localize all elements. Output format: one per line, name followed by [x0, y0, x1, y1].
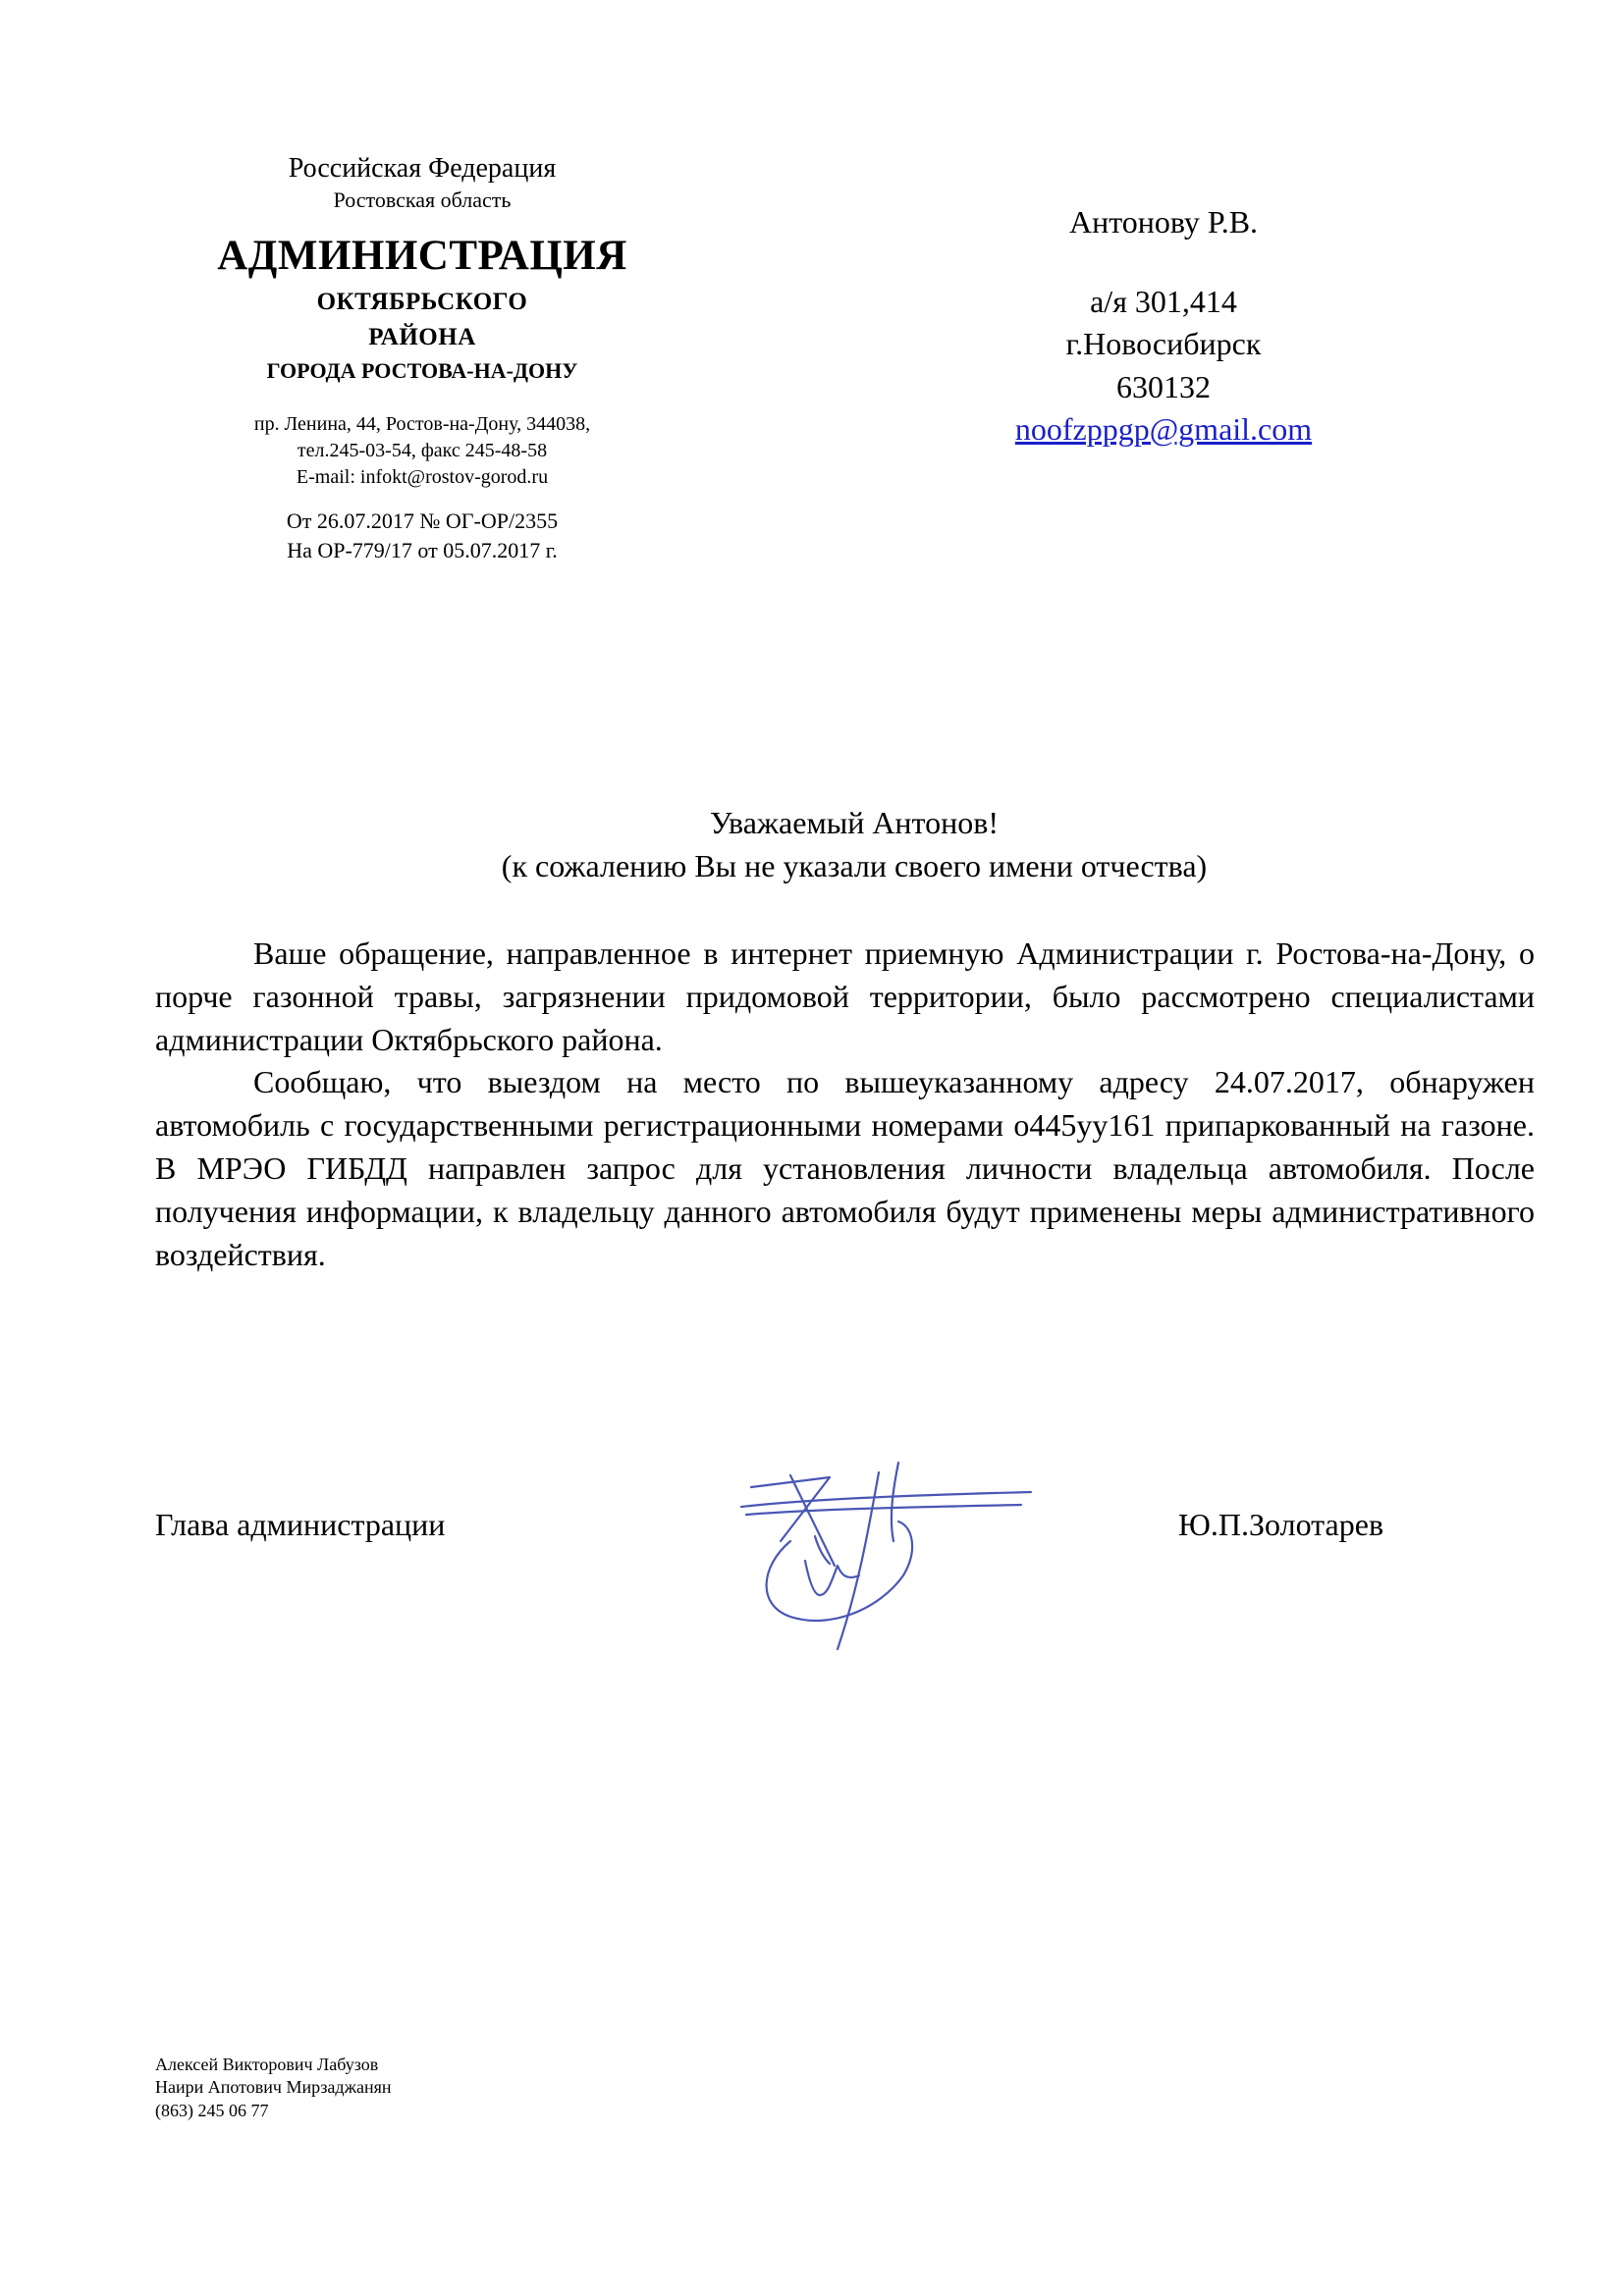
outgoing-number: От 26.07.2017 № ОГ-ОР/2355 [286, 507, 559, 533]
org-district-word: РАЙОНА [368, 323, 476, 350]
body-paragraph-2: Сообщаю, что выездом на место по вышеуказанному адресу 24.07.2017, обнаружен автомобиль с государственными регистрационными номерами о445уу161 припаркованный на газоне. В МРЭО ГИБДД направлен запрос для установления личности владельца автомобиля. После получения информации, к владельцу данного автомобиля будут применены меры административного воздействия. [155, 1064, 1535, 1272]
executor-2: Наири Апотович Мирзаджанян [155, 2077, 392, 2098]
sender-address: пр. Ленина, 44, Ростов-на-Дону, 344038, [253, 412, 591, 435]
executor-1: Алексей Викторович Лабузов [155, 2055, 379, 2074]
signatory-position: Глава администрации [155, 1507, 446, 1542]
incoming-reference: На ОР-779/17 от 05.07.2017 г. [287, 537, 558, 562]
letter-body [155, 933, 1535, 1277]
org-district: ОКТЯБРЬСКОГО [316, 288, 528, 315]
body-paragraph-1: Ваше обращение, направленное в интернет приемную Администрации г. Ростова-на-Дону, о порче газонной травы, загрязнении придомовой территории, было рассмотрено специалистами администрации Октябрьского района. [155, 935, 1535, 1057]
country-name: Российская Федерация [288, 153, 557, 184]
addressee-city: г.Новосибирск [1065, 326, 1262, 362]
handwritten-signature-icon [722, 1448, 1046, 1654]
salutation-note: (к сожалению Вы не указали своего имени отчества) [501, 847, 1208, 883]
org-title: АДМИНИСТРАЦИЯ [217, 232, 627, 279]
signatory-name: Ю.П.Золотарев [1178, 1507, 1384, 1542]
document-reference [172, 507, 673, 564]
addressee-postcode: 630132 [1116, 368, 1211, 404]
sender-contacts [172, 411, 673, 491]
addressee-block [933, 201, 1394, 451]
org-city: ГОРОДА РОСТОВА-НА-ДОНУ [266, 357, 578, 383]
executor-info [155, 2054, 392, 2122]
addressee-po-box: а/я 301,414 [1090, 284, 1237, 320]
sender-header [172, 152, 673, 564]
executor-phone: (863) 245 06 77 [155, 2100, 269, 2120]
addressee-name: Антонову Р.В. [1068, 204, 1259, 240]
addressee-email-link[interactable]: noofzppgp@gmail.com [1014, 410, 1313, 447]
salutation-greeting: Уважаемый Антонов! [709, 805, 999, 840]
region-name: Ростовская область [333, 187, 512, 212]
sender-phone-fax: тел.245-03-54, факс 245-48-58 [297, 439, 548, 461]
salutation [157, 802, 1551, 887]
sender-email: E-mail: infokt@rostov-gorod.ru [296, 465, 549, 488]
